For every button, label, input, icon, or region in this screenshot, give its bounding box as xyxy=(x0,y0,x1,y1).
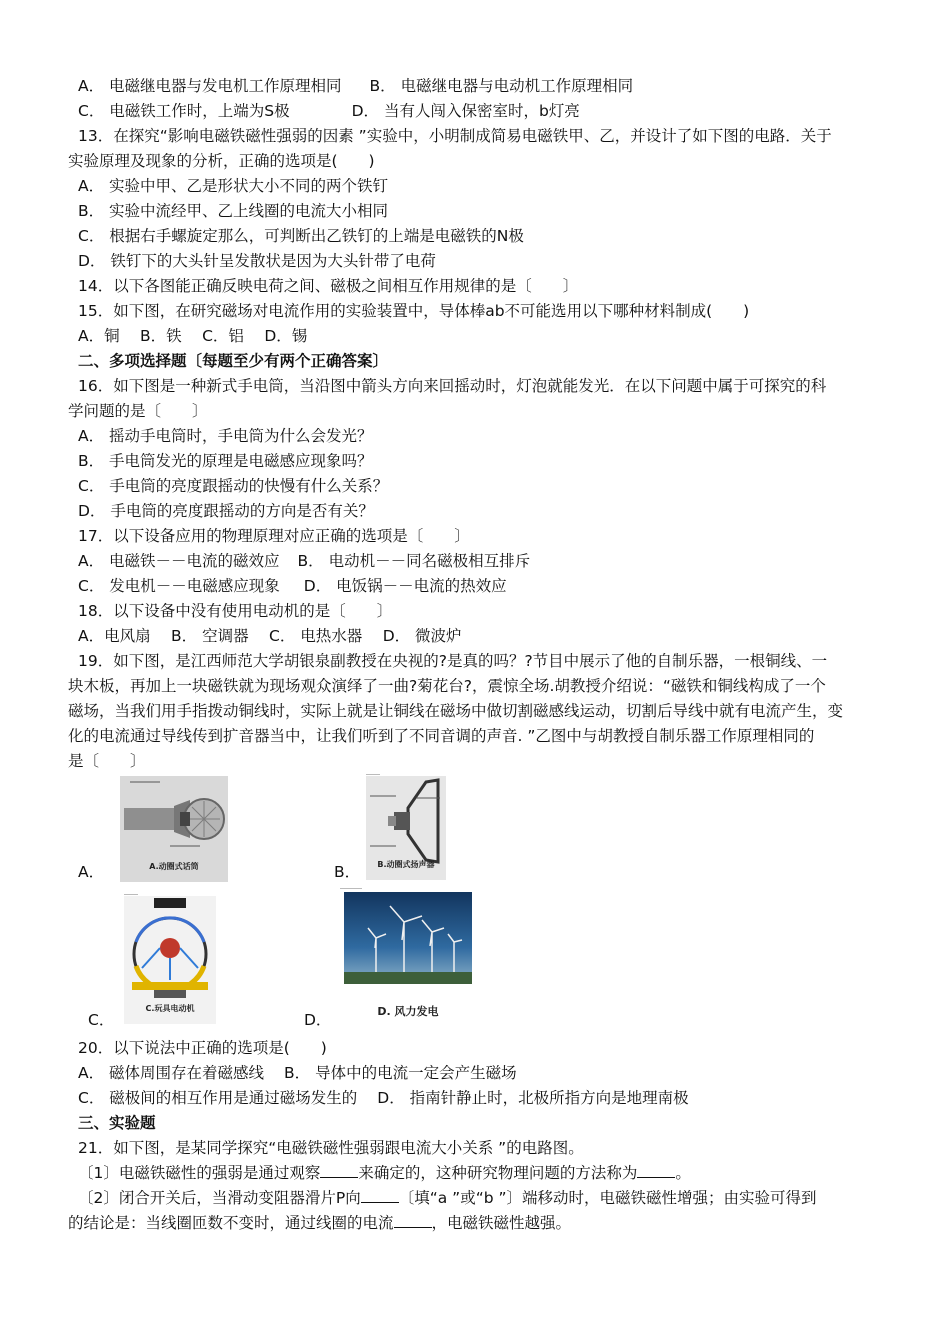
q21-part2 xyxy=(68,1186,886,1211)
q13-stem-cont: 实验原理及现象的分析，正确的选项是( ) xyxy=(68,152,375,170)
q19-figure-row-ab xyxy=(68,774,886,886)
q19-stem: 19．如下图，是江西师范大学胡银泉副教授在央视的?是真的吗？?节目中展示了他的自制乐器，一根铜线、一 xyxy=(78,652,828,670)
q21-part2-text-b: 〔填“a ”或“b ”〕端移动时，电磁铁磁性增强；由实验可得到 xyxy=(398,1189,817,1207)
q12-option-d: D． 当有人闯入保密室时，b灯亮 xyxy=(351,102,580,120)
q12-options-row2 xyxy=(68,99,886,124)
q20-option-d: D． 指南针静止时，北极所指方向是地理南极 xyxy=(377,1089,689,1107)
q21-part3-text-b: ，电磁铁磁性越强。 xyxy=(431,1214,572,1232)
wind-turbine-icon xyxy=(344,892,472,1006)
q17-option-d: D． 电饭锅－－电流的热效应 xyxy=(303,577,507,595)
q19-figure-d-mark xyxy=(340,888,362,889)
q19-figure-b-speaker xyxy=(366,776,446,880)
q19-stem-line2: 块木板，再加上一块磁铁就为现场观众演绎了一曲?菊花台?，震惊全场.胡教授介绍说：“磁铁和铜线构成了一个 xyxy=(68,677,826,695)
q13-option-b: B． 实验中流经甲、乙上线圈的电流大小相同 xyxy=(78,202,389,220)
motor-icon xyxy=(124,896,216,1008)
q21-blank-3[interactable] xyxy=(361,1186,399,1203)
q21-blank-4[interactable] xyxy=(394,1211,432,1228)
section-2-heading: 二、多项选择题〔每题至少有两个正确答案〕 xyxy=(78,352,389,370)
q16-option-d: D． 手电筒的亮度跟摇动的方向是否有关？ xyxy=(78,502,374,520)
q19-stem-line5: 是〔 〕 xyxy=(68,752,146,770)
q18-stem: 18．以下设备中没有使用电动机的是〔 〕 xyxy=(78,602,393,620)
q19-stem-line4: 化的电流通过导线传到扩音器当中，让我们听到了不同音调的声音. ”乙图中与胡教授自制乐器工作原理相同的 xyxy=(68,727,815,745)
q15-options: A．铜 B．铁 C．铝 D．锡 xyxy=(78,327,308,345)
q21-part2-cont xyxy=(68,1211,886,1236)
q19-figure-c-mark xyxy=(124,894,138,895)
q15-stem: 15．如下图，在研究磁场对电流作用的实验装置中，导体棒ab不可能选用以下哪种材料制成( ) xyxy=(78,302,750,320)
q19-figure-b-caption: B.动圈式扬声器 xyxy=(377,860,435,869)
q17-options-row2 xyxy=(68,574,886,599)
q19-figure-c-caption: C.玩具电动机 xyxy=(145,1004,195,1013)
q12-options-row1 xyxy=(68,74,886,99)
q19-label-a: A． xyxy=(78,863,105,881)
q20-option-b: B． 导体中的电流一定会产生磁场 xyxy=(284,1064,517,1082)
q19-figure-b-mark xyxy=(366,774,380,775)
q13-option-a: A． 实验中甲、乙是形状大小不同的两个铁钉 xyxy=(78,177,389,195)
q13-option-d: D． 铁钉下的大头针呈发散状是因为大头针带了电荷 xyxy=(78,252,436,270)
q20-stem: 20．以下说法中正确的选项是( ) xyxy=(78,1039,327,1057)
q17-option-a: A． 电磁铁－－电流的磁效应 xyxy=(78,552,280,570)
q12-option-c: C． 电磁铁工作时，上端为S极 xyxy=(78,102,290,120)
q21-part1-text-a: 〔1〕电磁铁磁性的强弱是通过观察 xyxy=(78,1164,321,1182)
q12-option-b: B． 电磁继电器与电动机工作原理相同 xyxy=(369,77,634,95)
q17-stem: 17．以下设备应用的物理原理对应正确的选项是〔 〕 xyxy=(78,527,470,545)
q16-stem: 16．如下图是一种新式手电筒，当沿图中箭头方向来回摇动时，灯泡就能发光．在以下问题中属于可探究的科 xyxy=(78,377,827,395)
q13-stem: 13．在探究“影响电磁铁磁性强弱的因素 ”实验中，小明制成简易电磁铁甲、乙，并设计了如下图的电路．关于 xyxy=(78,127,832,145)
q19-figure-row-cd xyxy=(68,886,886,1036)
q21-part1 xyxy=(68,1161,886,1186)
q17-option-c: C． 发电机－－电磁感应现象 xyxy=(78,577,280,595)
q19-label-c: C． xyxy=(88,1011,115,1029)
q16-option-b: B． 手电筒发光的原理是电磁感应现象吗？ xyxy=(78,452,373,470)
q19-figure-d-caption: D. 风力发电 xyxy=(377,1005,439,1018)
microphone-icon xyxy=(120,776,228,866)
q16-option-a: A． 摇动手电筒时，手电筒为什么会发光？ xyxy=(78,427,373,445)
q19-label-b: B． xyxy=(334,863,361,881)
q21-part1-text-b: 来确定的，这种研究物理问题的方法称为 xyxy=(358,1164,638,1182)
q17-options-row1 xyxy=(68,549,886,574)
q19-label-d: D． xyxy=(304,1011,332,1029)
q14-stem: 14．以下各图能正确反映电荷之间、磁极之间相互作用规律的是〔 〕 xyxy=(78,277,579,295)
q21-part3-text-a: 的结论是：当线圈匝数不变时，通过线圈的电流 xyxy=(68,1214,394,1232)
q21-stem: 21．如下图，是某同学探究“电磁铁磁性强弱跟电流大小关系 ”的电路图。 xyxy=(78,1139,584,1157)
q21-part2-text-a: 〔2〕闭合开关后，当滑动变阻器滑片P向 xyxy=(78,1189,361,1207)
q18-options: A．电风扇 B． 空调器 C． 电热水器 D． 微波炉 xyxy=(78,627,462,645)
q21-part1-text-c: 。 xyxy=(675,1164,691,1182)
q13-option-c: C． 根据右手螺旋定那么，可判断出乙铁钉的上端是电磁铁的N极 xyxy=(78,227,524,245)
q19-stem-line3: 磁场，当我们用手指拨动铜线时，实际上就是让铜线在磁场中做切割磁感线运动，切割后导线中就有电流产生，变 xyxy=(68,702,844,720)
q19-figure-d-wind-power xyxy=(344,892,472,1026)
q21-blank-1[interactable] xyxy=(320,1161,358,1178)
q20-option-a: A． 磁体周围存在着磁感线 xyxy=(78,1064,265,1082)
exam-page xyxy=(68,74,886,1236)
q16-stem-cont: 学问题的是〔 〕 xyxy=(68,402,208,420)
q17-option-b: B． 电动机－－同名磁极相互排斥 xyxy=(297,552,531,570)
q19-figure-c-toy-motor xyxy=(124,896,216,1024)
q12-option-a: A． 电磁继电器与发电机工作原理相同 xyxy=(78,77,342,95)
q20-options-row1 xyxy=(68,1061,886,1086)
q21-blank-2[interactable] xyxy=(637,1161,675,1178)
q19-figure-a-caption: A.动圈式话筒 xyxy=(149,862,199,871)
q20-options-row2 xyxy=(68,1086,886,1111)
q19-figure-a-dynamic-microphone xyxy=(120,776,228,882)
q16-option-c: C． 手电筒的亮度跟摇动的快慢有什么关系？ xyxy=(78,477,389,495)
section-3-heading: 三、实验题 xyxy=(78,1114,156,1132)
q20-option-c: C． 磁极间的相互作用是通过磁场发生的 xyxy=(78,1089,358,1107)
